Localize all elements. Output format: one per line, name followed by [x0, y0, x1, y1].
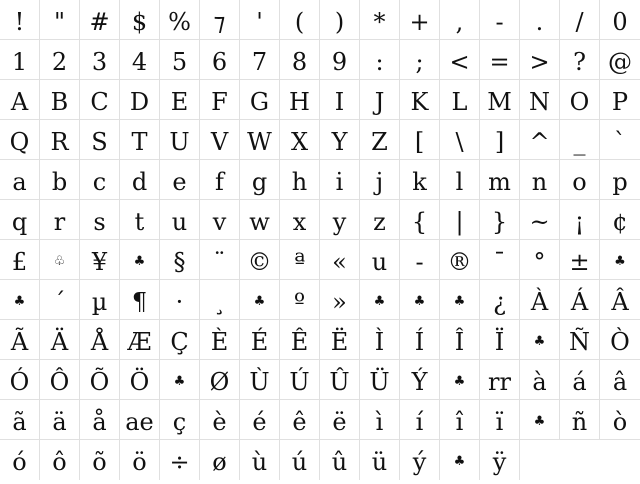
- glyph-cell: Ú: [280, 360, 320, 400]
- glyph-cell: T: [120, 120, 160, 160]
- glyph-cell: ì: [360, 400, 400, 440]
- glyph-cell: c: [80, 160, 120, 200]
- glyph-cell: ¯: [480, 240, 520, 280]
- glyph-cell: ù: [240, 440, 280, 480]
- glyph-cell: ae: [120, 400, 160, 440]
- glyph-cell: è: [200, 400, 240, 440]
- glyph-cell: j: [360, 160, 400, 200]
- glyph-cell: !: [0, 0, 40, 40]
- glyph-cell: i: [320, 160, 360, 200]
- glyph-cell: <: [440, 40, 480, 80]
- glyph-cell: ë: [320, 400, 360, 440]
- glyph-cell: S: [80, 120, 120, 160]
- glyph-cell: ?: [560, 40, 600, 80]
- glyph-cell: «: [320, 240, 360, 280]
- glyph-cell: Ï: [480, 320, 520, 360]
- glyph-cell: È: [200, 320, 240, 360]
- glyph-cell: Ê: [280, 320, 320, 360]
- glyph-cell: Á: [560, 280, 600, 320]
- glyph-cell: b: [40, 160, 80, 200]
- glyph-cell: m: [480, 160, 520, 200]
- glyph-cell: Ù: [240, 360, 280, 400]
- glyph-cell: °: [520, 240, 560, 280]
- glyph-cell: Ã: [0, 320, 40, 360]
- glyph-cell: §: [160, 240, 200, 280]
- glyph-cell: g: [240, 160, 280, 200]
- glyph-cell: µ: [80, 280, 120, 320]
- glyph-cell: @: [600, 40, 640, 80]
- glyph-cell: ]: [480, 120, 520, 160]
- glyph-cell: ¡: [560, 200, 600, 240]
- glyph-cell: Ô: [40, 360, 80, 400]
- glyph-cell: ê: [280, 400, 320, 440]
- glyph-cell: y: [320, 200, 360, 240]
- glyph-cell: u: [360, 240, 400, 280]
- glyph-cell: J: [360, 80, 400, 120]
- glyph-cell: \: [440, 120, 480, 160]
- glyph-cell: ö: [120, 440, 160, 480]
- glyph-cell-missing-shamrock: ♣: [120, 240, 160, 280]
- glyph-cell: o: [560, 160, 600, 200]
- glyph-cell: ª: [280, 240, 320, 280]
- glyph-cell: Ò: [600, 320, 640, 360]
- glyph-cell: Y: [320, 120, 360, 160]
- glyph-cell: O: [560, 80, 600, 120]
- glyph-cell: [: [400, 120, 440, 160]
- glyph-cell: C: [80, 80, 120, 120]
- glyph-cell: n: [520, 160, 560, 200]
- glyph-cell: ': [240, 0, 280, 40]
- glyph-cell: 3: [80, 40, 120, 80]
- glyph-cell: ó: [0, 440, 40, 480]
- glyph-cell: G: [240, 80, 280, 120]
- glyph-cell: :: [360, 40, 400, 80]
- glyph-cell: ´: [40, 280, 80, 320]
- glyph-cell: í: [400, 400, 440, 440]
- glyph-cell: r: [40, 200, 80, 240]
- glyph-cell: ¨: [200, 240, 240, 280]
- glyph-cell: Ø: [200, 360, 240, 400]
- glyph-cell: É: [240, 320, 280, 360]
- glyph-cell: %: [160, 0, 200, 40]
- glyph-cell: -: [400, 240, 440, 280]
- glyph-cell: Í: [400, 320, 440, 360]
- glyph-cell: »: [320, 280, 360, 320]
- glyph-cell-missing-shamrock: ♣: [240, 280, 280, 320]
- glyph-cell: `: [600, 120, 640, 160]
- glyph-cell: a: [0, 160, 40, 200]
- glyph-cell: 0: [600, 0, 640, 40]
- glyph-cell: ": [40, 0, 80, 40]
- glyph-cell-missing-shamrock: ♣: [400, 280, 440, 320]
- glyph-cell: ¸: [200, 280, 240, 320]
- glyph-cell: ±: [560, 240, 600, 280]
- glyph-cell: ï: [480, 400, 520, 440]
- glyph-cell: â: [600, 360, 640, 400]
- glyph-cell: h: [280, 160, 320, 200]
- glyph-cell: e: [160, 160, 200, 200]
- glyph-cell: Ó: [0, 360, 40, 400]
- glyph-cell: 9: [320, 40, 360, 80]
- glyph-cell: ¶: [120, 280, 160, 320]
- glyph-cell: é: [240, 400, 280, 440]
- glyph-cell: Z: [360, 120, 400, 160]
- glyph-cell: >: [520, 40, 560, 80]
- glyph-cell: }: [480, 200, 520, 240]
- glyph-cell: ÷: [160, 440, 200, 480]
- glyph-cell: ÿ: [480, 440, 520, 480]
- glyph-cell: Ì: [360, 320, 400, 360]
- glyph-cell: E: [160, 80, 200, 120]
- glyph-cell: Q: [0, 120, 40, 160]
- glyph-cell: I: [320, 80, 360, 120]
- glyph-cell: {: [400, 200, 440, 240]
- glyph-cell: Ë: [320, 320, 360, 360]
- glyph-cell: f: [200, 160, 240, 200]
- glyph-cell: Ç: [160, 320, 200, 360]
- glyph-cell: Ñ: [560, 320, 600, 360]
- glyph-cell: õ: [80, 440, 120, 480]
- glyph-cell: Â: [600, 280, 640, 320]
- glyph-cell: A: [0, 80, 40, 120]
- glyph-cell: rr: [480, 360, 520, 400]
- glyph-cell: ò: [600, 400, 640, 440]
- glyph-cell: ;: [400, 40, 440, 80]
- glyph-cell-missing-shamrock: ♣: [160, 360, 200, 400]
- glyph-cell: -: [480, 0, 520, 40]
- glyph-cell: ,: [440, 0, 480, 40]
- glyph-cell: q: [0, 200, 40, 240]
- glyph-cell: ⁊: [200, 0, 240, 40]
- glyph-cell: Û: [320, 360, 360, 400]
- glyph-cell: Ä: [40, 320, 80, 360]
- glyph-cell: *: [360, 0, 400, 40]
- glyph-cell: v: [200, 200, 240, 240]
- glyph-cell: û: [320, 440, 360, 480]
- glyph-cell: ñ: [560, 400, 600, 440]
- glyph-cell: ü: [360, 440, 400, 480]
- glyph-cell: D: [120, 80, 160, 120]
- glyph-cell: z: [360, 200, 400, 240]
- glyph-cell: w: [240, 200, 280, 240]
- glyph-cell: ý: [400, 440, 440, 480]
- glyph-cell: 8: [280, 40, 320, 80]
- glyph-cell: +: [400, 0, 440, 40]
- glyph-cell: ä: [40, 400, 80, 440]
- glyph-cell: á: [560, 360, 600, 400]
- glyph-cell-missing-shamrock: ♣: [440, 360, 480, 400]
- glyph-cell: V: [200, 120, 240, 160]
- glyph-cell: P: [600, 80, 640, 120]
- glyph-cell: £: [0, 240, 40, 280]
- glyph-cell: k: [400, 160, 440, 200]
- glyph-cell: ~: [520, 200, 560, 240]
- glyph-cell: î: [440, 400, 480, 440]
- glyph-cell: Ü: [360, 360, 400, 400]
- glyph-cell: å: [80, 400, 120, 440]
- glyph-cell: Î: [440, 320, 480, 360]
- glyph-cell: s: [80, 200, 120, 240]
- glyph-cell-missing-shamrock: ♣: [440, 440, 480, 480]
- glyph-cell: $: [120, 0, 160, 40]
- glyph-cell: ®: [440, 240, 480, 280]
- glyph-cell: ã: [0, 400, 40, 440]
- glyph-cell: 1: [0, 40, 40, 80]
- glyph-cell-missing-shamrock: ♧: [40, 240, 80, 280]
- glyph-cell: ·: [160, 280, 200, 320]
- glyph-cell: #: [80, 0, 120, 40]
- glyph-cell: p: [600, 160, 640, 200]
- glyph-cell: º: [280, 280, 320, 320]
- glyph-cell: ^: [520, 120, 560, 160]
- glyph-cell: B: [40, 80, 80, 120]
- glyph-cell: L: [440, 80, 480, 120]
- glyph-cell: W: [240, 120, 280, 160]
- glyph-cell: Å: [80, 320, 120, 360]
- glyph-cell: Ö: [120, 360, 160, 400]
- glyph-cell: 5: [160, 40, 200, 80]
- glyph-cell: d: [120, 160, 160, 200]
- glyph-cell: 6: [200, 40, 240, 80]
- glyph-cell: t: [120, 200, 160, 240]
- glyph-cell: 7: [240, 40, 280, 80]
- glyph-cell: R: [40, 120, 80, 160]
- glyph-cell: X: [280, 120, 320, 160]
- glyph-cell-missing-shamrock: ♣: [360, 280, 400, 320]
- glyph-cell: À: [520, 280, 560, 320]
- glyph-cell: |: [440, 200, 480, 240]
- glyph-cell: N: [520, 80, 560, 120]
- glyph-cell-missing-shamrock: ♣: [600, 240, 640, 280]
- glyph-cell: H: [280, 80, 320, 120]
- glyph-cell: u: [160, 200, 200, 240]
- glyph-cell: ç: [160, 400, 200, 440]
- glyph-cell: Ý: [400, 360, 440, 400]
- glyph-cell-missing-shamrock: ♣: [0, 280, 40, 320]
- glyph-cell: ): [320, 0, 360, 40]
- glyph-cell: ú: [280, 440, 320, 480]
- glyph-cell: ¢: [600, 200, 640, 240]
- glyph-cell: 2: [40, 40, 80, 80]
- glyph-cell: ¥: [80, 240, 120, 280]
- glyph-cell: (: [280, 0, 320, 40]
- glyph-cell-missing-shamrock: ♣: [520, 320, 560, 360]
- glyph-cell: .: [520, 0, 560, 40]
- glyph-cell: 4: [120, 40, 160, 80]
- glyph-cell-missing-shamrock: ♣: [520, 400, 560, 440]
- glyph-cell: ø: [200, 440, 240, 480]
- glyph-cell: Æ: [120, 320, 160, 360]
- glyph-cell: =: [480, 40, 520, 80]
- glyph-cell: Õ: [80, 360, 120, 400]
- glyph-cell-missing-shamrock: ♣: [440, 280, 480, 320]
- glyph-cell: ¿: [480, 280, 520, 320]
- glyph-cell: F: [200, 80, 240, 120]
- glyph-cell: ô: [40, 440, 80, 480]
- glyph-cell: ©: [240, 240, 280, 280]
- glyph-cell: x: [280, 200, 320, 240]
- glyph-cell: /: [560, 0, 600, 40]
- glyph-cell: K: [400, 80, 440, 120]
- glyph-cell: l: [440, 160, 480, 200]
- glyph-cell: _: [560, 120, 600, 160]
- glyph-cell: à: [520, 360, 560, 400]
- glyph-cell: U: [160, 120, 200, 160]
- glyph-cell: M: [480, 80, 520, 120]
